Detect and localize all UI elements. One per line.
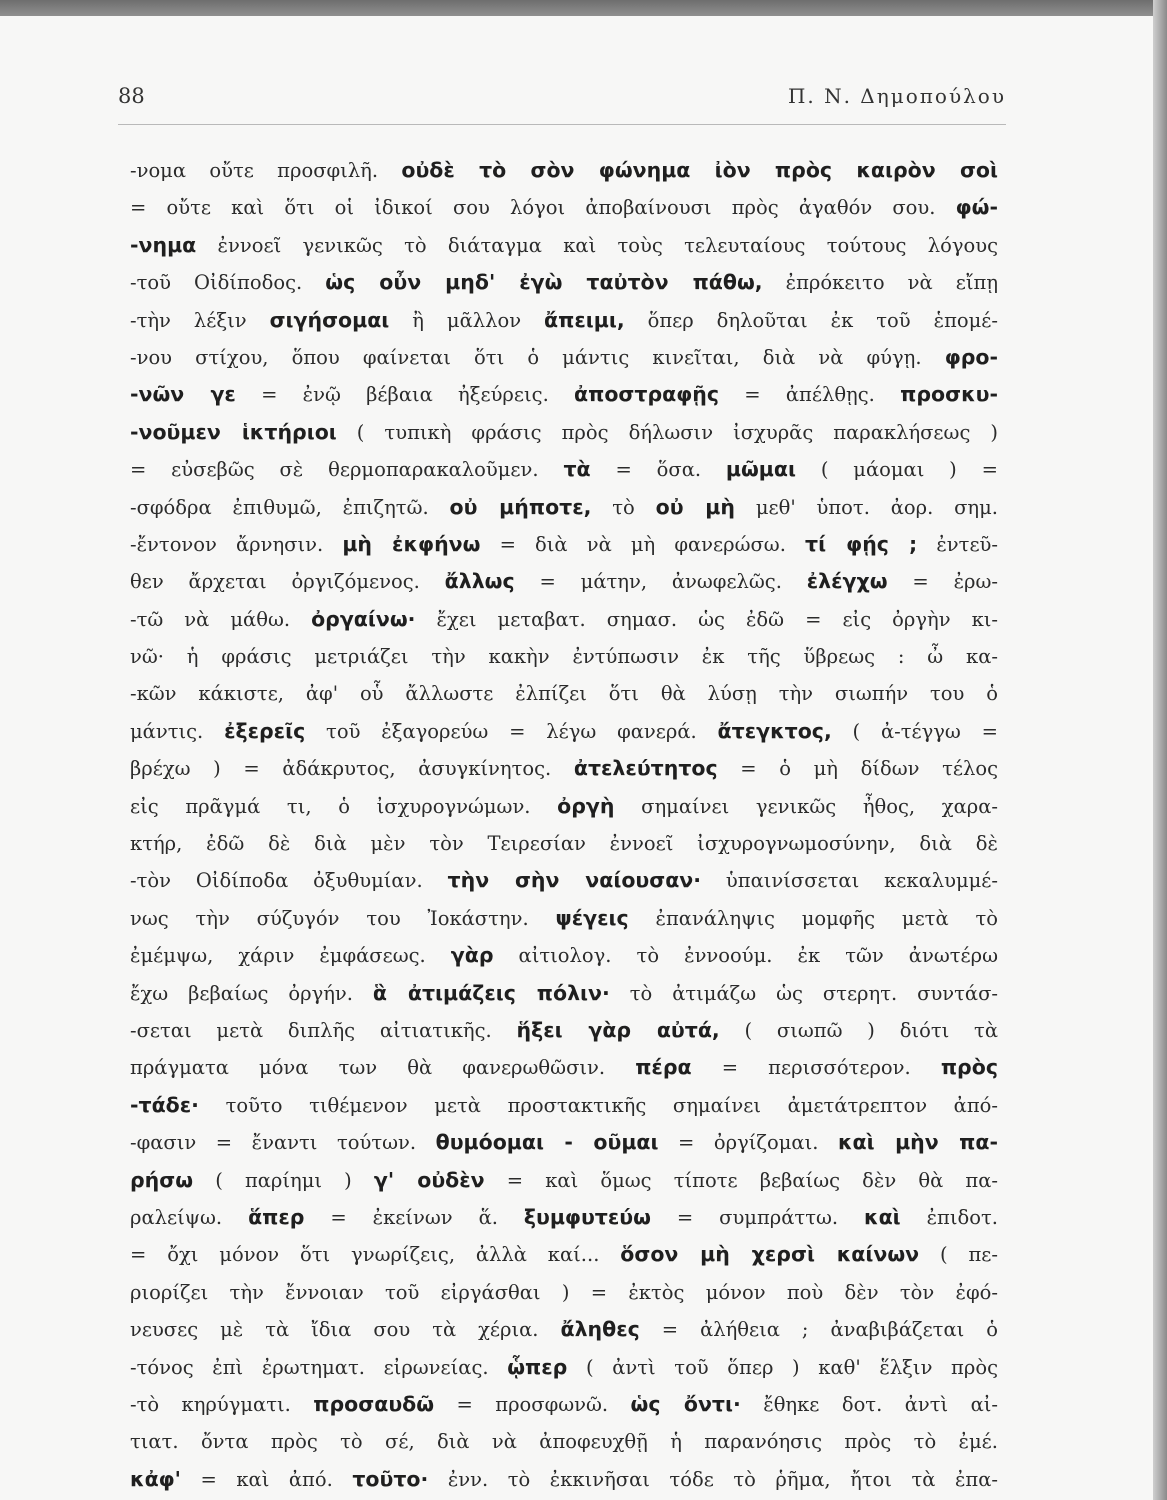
text-line: [130, 601, 998, 638]
text-line: [130, 825, 998, 862]
text-line: [130, 750, 998, 787]
text-line: [130, 713, 998, 750]
gloss-text: = ὅσα.: [590, 458, 726, 482]
lemma-term: ὡς ὄντι·: [630, 1391, 741, 1416]
text-line: [130, 1274, 998, 1311]
text-line: [130, 1012, 998, 1049]
lemma-term: θυμόομαι - οῦμαι: [435, 1130, 659, 1155]
lemma-term: κἀφ': [130, 1466, 181, 1491]
lemma-term: τί φῄς ;: [805, 531, 918, 556]
text-line: [130, 451, 998, 488]
lemma-term: ὀργαίνω·: [311, 606, 416, 631]
gloss-text: ( τυπικὴ φράσις πρὸς δήλωσιν ἰσχυρᾶς παρακλήσεως ): [336, 420, 998, 444]
text-line: [130, 638, 998, 675]
text-line: [130, 1087, 998, 1124]
gloss-text: μάντις.: [130, 719, 225, 743]
lemma-term: ἄλλως: [444, 569, 515, 594]
text-line: [130, 788, 998, 825]
lemma-term: ἀποστραφῇς: [574, 382, 720, 407]
gloss-text: = συμπράττω.: [650, 1205, 865, 1229]
text-line: [130, 526, 998, 563]
lemma-term: ἥξει γὰρ αὐτά,: [516, 1017, 720, 1042]
gloss-text: κτήρ, ἐδῶ δὲ διὰ μὲν τὸν Τειρεσίαν ἐννοεῖ ἰσχυρογνωμοσύνην, διὰ δὲ: [130, 832, 998, 856]
gloss-text: ὑπαινίσσεται κεκαλυμμέ-: [701, 869, 998, 893]
gloss-text: -τὴν λέξιν: [130, 308, 270, 332]
text-line: [130, 1386, 998, 1423]
scan-top-edge: [0, 0, 1167, 16]
gloss-text: μεθ' ὑποτ. ἀορ. σημ.: [735, 495, 998, 519]
text-line: [130, 563, 998, 600]
text-line: [130, 900, 998, 937]
lemma-term: ἃ ἀτιμάζεις πόλιν·: [372, 980, 610, 1005]
text-line: [130, 489, 998, 526]
gloss-text: ( ἀ-τέγγω =: [831, 719, 998, 743]
lemma-term: τὴν σὴν ναίουσαν·: [447, 868, 702, 893]
header-rule: [118, 124, 1006, 125]
gloss-text: ἐπανάληψις μομφῆς μετὰ τὸ: [628, 906, 998, 930]
gloss-text: τιατ. ὄντα πρὸς τὸ σέ, διὰ νὰ ἀποφευχθῇ ἡ παρανόησις πρὸς τὸ ἐμέ.: [130, 1430, 998, 1454]
gloss-text: = μάτην, ἀνωφελῶς.: [514, 570, 807, 594]
gloss-text: ( μάομαι ) =: [795, 458, 998, 482]
gloss-text: ( πε-: [919, 1243, 998, 1267]
gloss-text: νευσες μὲ τὰ ἴδια σου τὰ χέρια.: [130, 1318, 561, 1342]
text-line: [130, 1461, 998, 1498]
lemma-term: γὰρ: [450, 943, 494, 968]
text-line: [130, 189, 998, 226]
gloss-text: -τὸν Οἰδίποδα ὀξυθυμίαν.: [130, 869, 448, 893]
lemma-term: μὴ ἐκφήνω: [342, 531, 481, 556]
gloss-text: = ἀπέλθῃς.: [719, 383, 901, 407]
gloss-text: σημαίνει γενικῶς ἦθος, χαρα-: [614, 794, 998, 818]
lemma-term: ἄπειμι,: [544, 307, 625, 332]
gloss-text: ἐνν. τὸ ἐκκινῆσαι τόδε τὸ ῥῆμα, ἤτοι τὰ ἐπα-: [428, 1467, 998, 1491]
gloss-text: ραλείψω.: [130, 1205, 249, 1229]
lemma-term: φώ-: [955, 195, 998, 220]
lemma-term: προσκυ-: [900, 382, 998, 407]
lemma-term: οὐ μήποτε,: [449, 494, 592, 519]
gloss-text: = ἀλήθεια ; ἀναβιβάζεται ὁ: [639, 1318, 998, 1342]
lemma-term: ἐξερεῖς: [224, 718, 306, 743]
gloss-text: νῶ· ἡ φράσις μετριάζει τὴν κακὴν ἐντύπωσιν ἐκ τῆς ὕβρεως : ὦ κα-: [130, 645, 998, 669]
gloss-text: = εὐσεβῶς σὲ θερμοπαρακαλοῦμεν.: [130, 458, 564, 482]
gloss-text: -φασιν = ἔναντι τούτων.: [130, 1131, 436, 1155]
text-line: [130, 1049, 998, 1086]
lemma-term: ἄληθες: [560, 1317, 640, 1342]
lemma-term: μῶμαι: [725, 457, 796, 482]
lemma-term: ἅπερ: [248, 1204, 305, 1229]
gloss-text: -τὸ κηρύγματι.: [130, 1392, 314, 1416]
gloss-text: θεν ἄρχεται ὀργιζόμενος.: [130, 570, 445, 594]
gloss-text: = οὔτε καὶ ὅτι οἱ ἰδικοί σου λόγοι ἀποβαίνουσι πρὸς ἀγαθόν σου.: [130, 196, 956, 220]
gloss-text: εἰς πρᾶγμά τι, ὁ ἰσχυρογνώμων.: [130, 794, 558, 818]
gloss-text: = διὰ νὰ μὴ φανερώσω.: [480, 532, 806, 556]
text-line: [130, 1124, 998, 1161]
gloss-text: τὸ: [591, 495, 656, 519]
gloss-text: = προσφωνῶ.: [434, 1392, 631, 1416]
gloss-text: -κῶν κάκιστε, ἀφ' οὗ ἄλλωστε ἐλπίζει ὅτι θὰ λύσῃ τὴν σιωπήν του ὁ: [130, 682, 998, 706]
gloss-text: τοῦτο τιθέμενον μετὰ προστακτικῆς σημαίνει ἀμετάτρεπτον ἀπό-: [198, 1093, 998, 1117]
gloss-text: = καὶ ἀπό.: [180, 1467, 353, 1491]
lemma-term: πρὸς: [940, 1055, 998, 1080]
lemma-term: ἀτελεύτητος: [573, 756, 718, 781]
gloss-text: = καὶ ὅμως τίποτε βεβαίως δὲν θὰ πα-: [484, 1168, 998, 1192]
lemma-term: οὐ μὴ: [655, 494, 735, 519]
running-head: Π. Ν. Δημοπούλου: [787, 84, 1006, 108]
lemma-term: τὰ: [563, 457, 591, 482]
lemma-term: ὀργὴ: [557, 793, 615, 818]
gloss-text: -τόνος ἐπὶ ἐρωτηματ. εἰρωνείας.: [130, 1355, 508, 1379]
gloss-text: = ὄχι μόνον ὅτι γνωρίζεις, ἀλλὰ καί...: [130, 1243, 621, 1267]
gloss-text: ἐντεῦ-: [917, 532, 998, 556]
gloss-text: βρέχω ) = ἀδάκρυτος, ἀσυγκίνητος.: [130, 757, 574, 781]
gloss-text: = περισσότερον.: [691, 1056, 941, 1080]
gloss-text: ( ἀντὶ τοῦ ὅπερ ) καθ' ἕλξιν πρὸς: [567, 1355, 998, 1379]
lemma-term: φρο-: [944, 344, 998, 369]
text-line: [130, 937, 998, 974]
gloss-text: ἐπρόκειτο νὰ εἴπῃ: [762, 271, 998, 295]
text-line: [130, 339, 998, 376]
gloss-text: ὅπερ δηλοῦται ἐκ τοῦ ἑπομέ-: [624, 308, 998, 332]
text-line: [130, 152, 998, 189]
lemma-term: γ' οὐδὲν: [373, 1167, 485, 1192]
gloss-text: = ἐρω-: [887, 570, 998, 594]
gloss-text: ἐμέμψω, χάριν ἐμφάσεως.: [130, 944, 451, 968]
gloss-text: -νομα οὔτε προσφιλῆ.: [130, 159, 402, 182]
scan-right-edge: [1153, 0, 1167, 1500]
text-line: [130, 414, 998, 451]
gloss-text: -σφόδρα ἐπιθυμῶ, ἐπιζητῶ.: [130, 495, 450, 519]
lemma-term: -τάδε·: [130, 1092, 199, 1117]
page-header: [118, 84, 1006, 118]
lemma-term: ψέγεις: [555, 905, 629, 930]
gloss-text: ἔχω βεβαίως ὀργήν.: [130, 981, 373, 1005]
gloss-text: ( σιωπῶ ) διότι τὰ: [719, 1018, 998, 1042]
gloss-text: = ὀργίζομαι.: [658, 1131, 838, 1155]
gloss-text: = ὁ μὴ δίδων τέλος: [717, 757, 998, 781]
text-line: [130, 1349, 998, 1386]
body-text: [130, 152, 998, 1498]
text-line: [130, 1311, 998, 1348]
gloss-text: -σεται μετὰ διπλῆς αἰτιατικῆς.: [130, 1018, 517, 1042]
text-line: [130, 1199, 998, 1236]
text-line: [130, 264, 998, 301]
gloss-text: -τῶ νὰ μάθω.: [130, 607, 312, 631]
page-number: 88: [118, 84, 145, 108]
text-line: [130, 1423, 998, 1460]
gloss-text: ἔθηκε δοτ. ἀντὶ αἰ-: [740, 1392, 998, 1416]
text-line: [130, 1236, 998, 1273]
text-line: [130, 1162, 998, 1199]
lemma-term: -νῶν γε: [130, 382, 236, 407]
text-line: [130, 862, 998, 899]
lemma-term: καὶ: [864, 1204, 901, 1229]
gloss-text: νως τὴν σύζυγόν του Ἰοκάστην.: [130, 906, 556, 930]
lemma-term: ὡς οὖν μηδ' ἐγὼ ταὐτὸν πάθω,: [325, 270, 763, 295]
lemma-term: ἐλέγχω: [806, 569, 888, 594]
text-line: [130, 376, 998, 413]
gloss-text: αἰτιολογ. τὸ ἐννοούμ. ἐκ τῶν ἀνωτέρω: [493, 944, 998, 968]
gloss-text: ἢ μᾶλλον: [389, 308, 545, 332]
lemma-term: τοῦτο·: [352, 1466, 429, 1491]
gloss-text: -ἔντονον ἄρνησιν.: [130, 532, 343, 556]
text-line: [130, 675, 998, 712]
lemma-term: προσαυδῶ: [313, 1391, 435, 1416]
text-line: [130, 227, 998, 264]
gloss-text: = ἐνῷ βέβαια ἠξεύρεις.: [235, 383, 575, 407]
gloss-text: ( παρίημι ): [193, 1168, 374, 1192]
gloss-text: ἐπιδοτ.: [900, 1205, 998, 1229]
gloss-text: τὸ ἀτιμάζω ὡς στερητ. συντάσ-: [609, 981, 998, 1005]
lemma-term: ρήσω: [130, 1167, 194, 1192]
gloss-text: ἐννοεῖ γενικῶς τὸ διάταγμα καὶ τοὺς τελευταίους τούτους λόγους: [196, 233, 998, 257]
lemma-term: πέρα: [635, 1055, 692, 1080]
gloss-text: = ἐκείνων ἅ.: [304, 1205, 524, 1229]
lemma-term: οὐδὲ τὸ σὸν φώνημα ἰὸν πρὸς καιρὸν σοὶ: [401, 158, 998, 182]
text-line: [130, 975, 998, 1012]
lemma-term: -νημα: [130, 232, 197, 257]
gloss-text: ριορίζει τὴν ἔννοιαν τοῦ εἰργάσθαι ) = ἐκτὸς μόνον ποὺ δὲν τὸν ἐφό-: [130, 1280, 998, 1304]
gloss-text: -νου στίχου, ὅπου φαίνεται ὅτι ὁ μάντις κινεῖται, διὰ νὰ φύγῃ.: [130, 345, 945, 369]
lemma-term: ἄτεγκτος,: [717, 718, 832, 743]
lemma-term: σιγήσομαι: [269, 307, 390, 332]
lemma-term: -νοῦμεν ἱκτήριοι: [130, 419, 337, 444]
gloss-text: πράγματα μόνα των θὰ φανερωθῶσιν.: [130, 1056, 636, 1080]
lemma-term: ὅσον μὴ χερσὶ καίνων: [620, 1242, 920, 1267]
lemma-term: ξυμφυτεύω: [523, 1204, 651, 1229]
gloss-text: ἔχει μεταβατ. σημασ. ὡς ἐδῶ = εἰς ὀργὴν κι-: [415, 607, 998, 631]
lemma-term: καὶ μὴν πα-: [837, 1130, 998, 1155]
text-line: [130, 302, 998, 339]
gloss-text: τοῦ ἐξαγορεύω = λέγω φανερά.: [305, 719, 718, 743]
lemma-term: ᾧπερ: [507, 1354, 568, 1379]
gloss-text: -τοῦ Οἰδίποδος.: [130, 271, 326, 295]
